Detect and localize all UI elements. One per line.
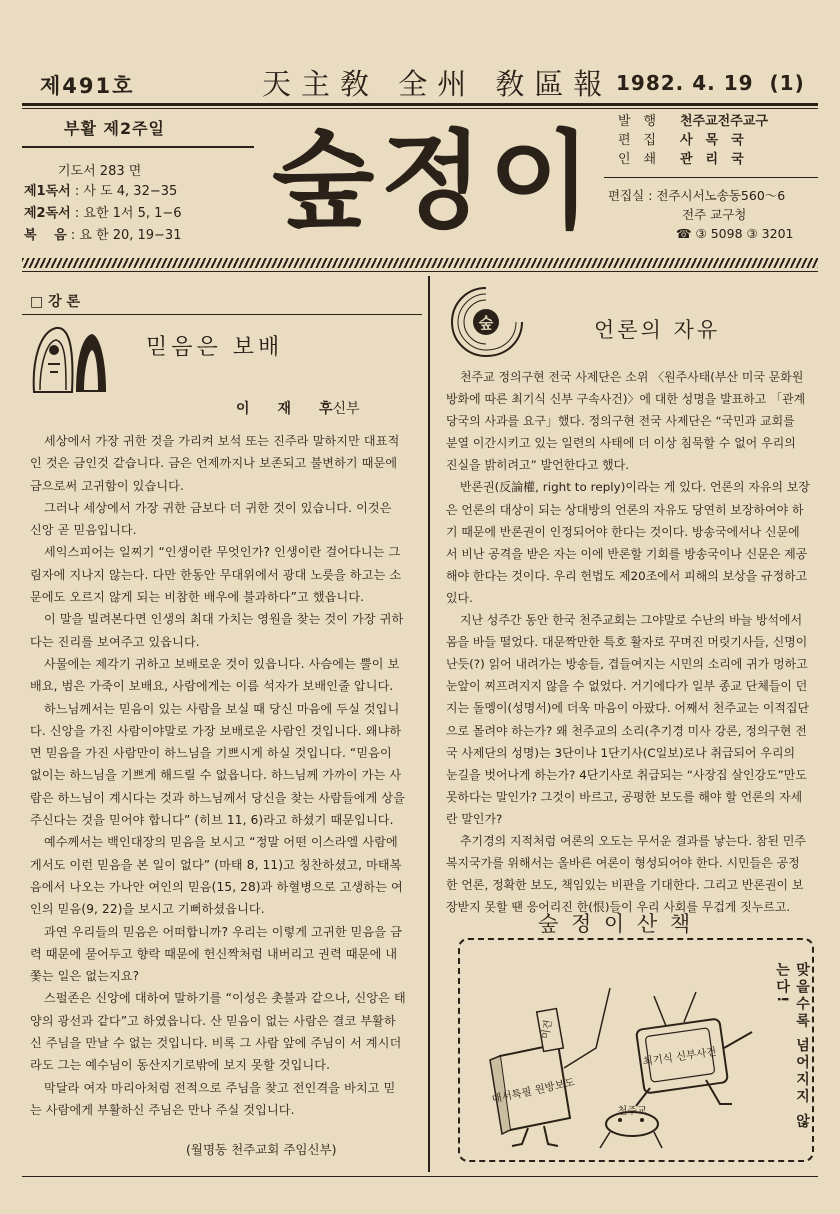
cartoon-label-small: 천주교 [617,1106,647,1117]
publisher-row [618,112,768,131]
publisher-value: 사 목 국 [680,133,744,148]
reading-label: 제2독서 [24,206,71,221]
paragraph: 천주교 정의구현 전국 사제단은 소위 〈원주사태(부산 미국 문화원 방화에 따른 최기식 신부 구속사건)〉에 대한 성명을 발표하고 「관계 당국의 사과를 요구」했다. 정의구현 전국 사제단은 “국민과 교회를 분열 이간시키고 있는 일련의 사태에 더 이상 침묵할 수 없어 우리의 진실을 밝히려고” 발언한다고 했다. [446,370,806,473]
reading-1: 제1독서 : 사 도 4, 32−35 [24,184,178,199]
section-label: □ 강 론 [30,294,81,310]
logo-character: 숲 [478,314,494,332]
author-role: 신부 [332,401,360,417]
praying-figures-illustration [26,320,108,394]
title-logo: 숲정이 [272,120,598,243]
paragraph: 예수께서는 백인대장의 믿음을 보시고 “정말 어떤 이스라엘 사람에게서도 이런 믿음을 본 일이 없다” (마태 8, 11)고 칭찬하셨고, 마태복음에서 나오는 가나안 여인의 믿음(15, 28)과 하혈병으로 고생하는 여인의 믿음(9, 22)을 보시고 기뻐하셨읍니다. [30,835,403,917]
article-footer: (월명동 천주교회 주임신부) [186,1142,337,1157]
paragraph: 지난 성주간 동안 한국 천주교회는 그야말로 수난의 바늘 방석에서 몸을 바들 떨었다. 대문짝만한 특호 활자로 꾸며진 머릿기사들, 신명이 난듯(?) 읽어 내려가는 방송들, 겹들여지는 시민의 소리에 귀가 멍하고 눈앞이 찌프려지지 않을 수 없었다. 거기에다가 일부 종교 단체들이 던지는 돌멩이(성명서)에 더욱 마음이 아팠다. 어째서 천주교는 이적집단으로 몰려야 하는가? 왜 천주교의 소리(추기경 미사 강론, 정의구현 전국 사제단의 성명)는 3단이나 1단기사(C일보)로나 취급되어 우리의 눈길을 벗어나게 하는가? 4단기사로 취급되는 “사장집 살인강도”만도 못하다는 말인가? 그것이 바르고, 공평한 보도를 해야 할 언론의 자세란 말인가? [446,613,810,826]
paragraph: 이 말을 빌려본다면 인생의 최대 가치는 영원을 찾는 것이 가장 귀하다는 진리를 보여주고 있읍니다. [30,612,404,649]
publisher-value: 관 리 국 [680,152,744,167]
paragraph: 막달라 여자 마리아처럼 전적으로 주님을 찾고 전인격을 바치고 믿는 사람에게 부활하신 주님은 만나 주실 것입니다. [30,1080,396,1117]
paragraph: 과연 우리들의 믿음은 어떠합니까? 우리는 이렇게 고귀한 믿음을 금력 때문에 묻어두고 향락 때문에 헌신짝처럼 내버리고 권력 때문에 내쫓는 일은 없는지요? [30,924,403,984]
reading-label: 복 음 [24,228,67,243]
publisher-row [618,131,768,150]
office-phone: ☎ ③ 5098 ③ 3201 [676,226,794,241]
editorial-title: 언론의 자유 [594,318,721,342]
cartoon-title: 숲 정 이 산 책 [538,912,694,936]
paragraph: 세상에서 가장 귀한 것을 가리켜 보석 또는 진주라 말하지만 대표적인 것은 금인것 같습니다. 금은 언제까지나 보존되고 불변하기 때문에 금으로써 고귀함이 있습니다. [30,434,400,493]
footer-rule [22,1176,818,1177]
reading-ref: 요한 1서 5, 1−6 [83,206,182,221]
reading-3: 복 음 : 요 한 20, 19−31 [24,228,182,243]
article-title: 믿음은 보배 [146,335,284,360]
reading-2: 제2독서 : 요한 1서 5, 1−6 [24,206,182,221]
header-rule-bottom [22,271,818,272]
editorial-office [608,186,794,243]
publisher-label: 편 집 [618,133,657,148]
cartoon-label-box: 대서특필 원방보도 [490,1076,576,1106]
masthead-rule-thin [22,108,818,109]
paper-name: 天主敎 全州 敎區報 [262,67,613,101]
publisher-row [618,150,768,169]
publisher-value: 천주교전주교구 [680,114,768,129]
paragraph: 사물에는 제각기 귀하고 보배로운 것이 있읍니다. 사슴에는 뿔이 보배요, 범은 가죽이 보배요, 사람에게는 이름 석자가 보배인줄 압니다. [30,656,400,694]
issue-number: 제491호 [40,74,135,98]
paragraph: 세익스피어는 일찌기 “인생이란 무엇인가? 인생이란 걸어다니는 그림자에 지나지 않는다. 다만 한동안 무대위에서 광대 노릇을 하고는 소문에도 오르지 않게 되는 비참한 배우에 불과하다”고 했읍니다. [30,545,402,605]
office-name: 전주 교구청 [682,207,747,222]
article-author [236,398,360,418]
liturgy-season: 부활 제2주일 [64,119,165,138]
left-article-body [30,430,406,1121]
right-article-body [446,366,810,918]
section-rule [22,314,422,315]
liturgy-divider [22,146,254,148]
publisher-label: 발 행 [618,114,657,129]
paragraph: 하느님께서는 믿음이 있는 사람을 보실 때 당신 마음에 두실 것입니다. 신앙을 가진 사람이야말로 가장 보배로운 사람인 것입니다. 왜냐하면 믿음을 가진 사람만이 하느님을 기쁘시게 하실 것입니다. “믿음이 없이는 하느님을 기쁘게 해드릴 수 없읍니다. 하느님께 가까이 가는 사람은 하느님이 계시다는 것과 하느님께서 당신을 찾는 사람들에게 상을 주신다는 것을 믿어야 합니다” (히브 11, 6)라고 하셨기 때문입니다. [30,701,406,828]
paragraph: 반론권(反論權, right to reply)이라는 게 있다. 언론의 자유의 보장은 언론의 대상이 되는 상대방의 언론의 자유도 당연히 보장하여야 하기 때문에 반론권이 인정되어야 한다는 것이다. 방송국에서나 신문에서 비난 공격을 받은 자는 이에 반론할 기회를 방송국이나 신문은 제공해야 한다는 것이다. 우리 헌법도 제20조에서 피해의 보상을 규정하고 있다. [446,480,810,605]
column-logo [446,282,526,362]
reading-ref: 사 도 4, 32−35 [83,184,178,199]
reading-ref: 요 한 20, 19−31 [79,228,182,243]
paragraph: 추기경의 지적처럼 여론의 오도는 무서운 결과를 낳는다. 참된 민주복지국가를 위해서는 올바른 여론이 형성되어야 한다. 시민들은 공정한 언론, 정확한 보도, 책임있는 비판을 기대한다. 그리고 반론권이 보장받지 못할 땐 응어리진 한(恨)들이 우리 사회를 무겁게 짓누르고. [446,833,806,915]
issue-date [616,71,805,95]
reading-label: 제1독서 [24,184,71,199]
office-address: 편집실 : 전주시서노송동560〜6 [608,188,786,203]
cartoon-caption-vertical: 맞을수록 넘어지지 않는다! [774,962,810,1131]
cartoon-label-tag: 미건 [540,1019,555,1041]
hatched-divider [22,258,818,268]
date-text: 1982. 4. 19 [616,71,754,95]
page-number: (1) [769,71,805,95]
column-divider [428,276,430,1172]
masthead-rule-top [22,103,818,106]
paragraph: 그러나 세상에서 가장 귀한 금보다 더 귀한 것이 있습니다. 이것은 신앙 곧 믿음입니다. [30,500,392,538]
prayer-book: 기도서 283 면 [58,164,142,179]
paragraph: 스펄존은 신앙에 대하여 말하기를 “이성은 촛불과 같으나, 신앙은 태양의 광선과 같다”고 하였읍니다. 산 믿음이 없는 사람은 결코 부활하신 주님을 만날 수 없는 것입니다. 비록 그 사람 앞에 주님이 서 계시더라도 그는 예수님이 동산지기로밖에 보지 못할 것입니다. [30,991,406,1073]
cartoon-label-tv: 최기식 신부사건 [641,1045,718,1069]
readings-list [24,181,182,247]
cartoon-drawing [470,948,770,1154]
author-name: 이 재 후 [236,401,333,417]
liturgy-box [22,110,262,252]
publisher-label: 인 쇄 [618,152,657,167]
publisher-info [618,112,768,169]
publisher-divider [604,177,818,178]
